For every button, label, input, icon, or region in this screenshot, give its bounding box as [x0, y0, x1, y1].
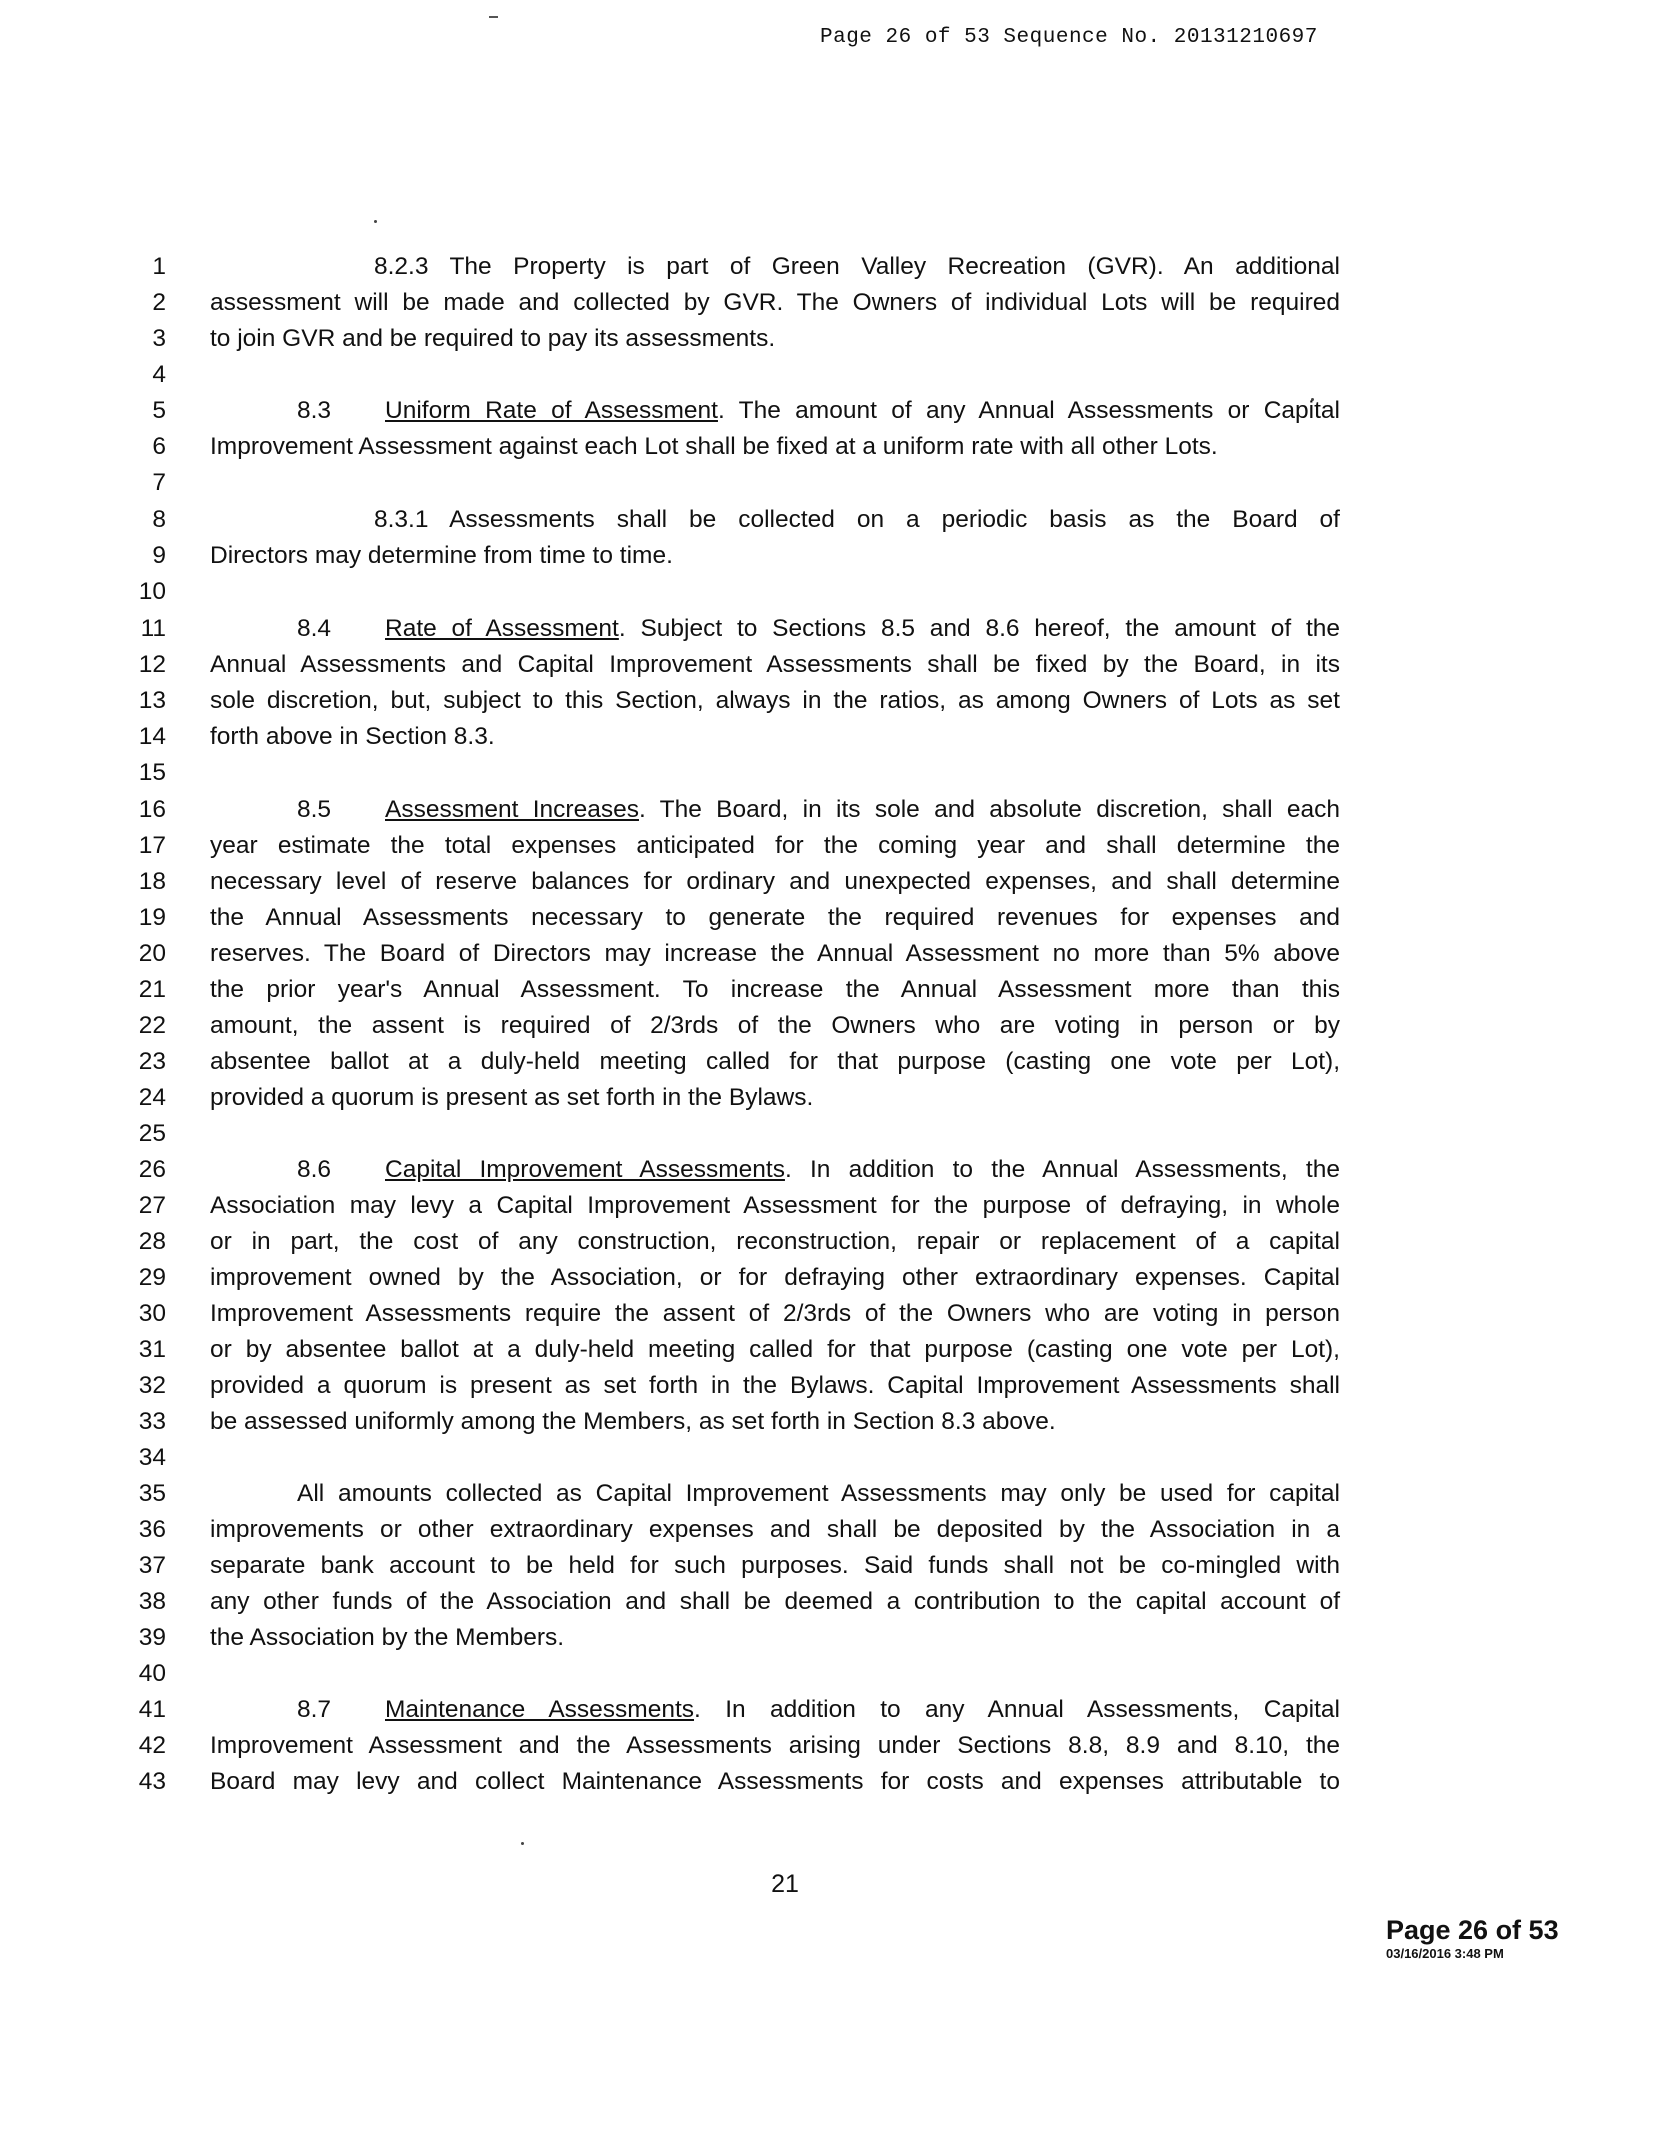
line-text: necessary level of reserve balances for ordinary and unexpected expenses, and shall determine: [210, 868, 1340, 895]
line-number: 17: [138, 832, 166, 859]
line-text: provided a quorum is present as set forth in the Bylaws. Capital Improvement Assessments shall: [210, 1372, 1340, 1399]
line-number: 11: [140, 615, 166, 642]
line-number: 12: [138, 651, 166, 678]
scan-speck: [521, 1842, 524, 1845]
section-text: . In addition to any Annual Assessments, Capital: [694, 1696, 1341, 1723]
line-number: 33: [138, 1408, 166, 1435]
line-number: 40: [138, 1660, 166, 1687]
line-number: 20: [138, 940, 166, 967]
line-text: [297, 611, 1340, 647]
line-text: to join GVR and be required to pay its assessments.: [210, 325, 776, 352]
line-number: 1: [152, 253, 166, 280]
line-text: Directors may determine from time to time.: [210, 542, 673, 569]
line-text: or in part, the cost of any construction, reconstruction, repair or replacement of a capital: [210, 1228, 1340, 1255]
line-number: 8: [152, 506, 166, 533]
section-heading: Uniform Rate of Assessment: [385, 397, 718, 424]
line-number: 18: [138, 868, 166, 895]
line-number: 28: [138, 1228, 166, 1255]
line-text: forth above in Section 8.3.: [210, 723, 495, 750]
line-number: 16: [138, 796, 166, 823]
line-text: Improvement Assessment against each Lot shall be fixed at a uniform rate with all other Lots.: [210, 433, 1218, 460]
line-text: [297, 1152, 1340, 1188]
line-text: absentee ballot at a duly-held meeting called for that purpose (casting one vote per Lot),: [210, 1048, 1340, 1075]
line-number: 6: [152, 433, 166, 460]
filing-stamp: [1386, 1914, 1596, 1962]
line-number: 35: [138, 1480, 166, 1507]
line-number: 3: [152, 325, 166, 352]
line-number: 2: [152, 289, 166, 316]
line-number: 39: [138, 1624, 166, 1651]
line-number: 19: [138, 904, 166, 931]
line-number: 25: [138, 1120, 166, 1147]
line-text: the prior year's Annual Assessment. To increase the Annual Assessment more than this: [210, 976, 1340, 1003]
line-text: [297, 1692, 1340, 1728]
line-number: 7: [152, 469, 166, 496]
line-number: 22: [138, 1012, 166, 1039]
line-number: 31: [138, 1336, 166, 1363]
section-number: 8.6: [297, 1156, 332, 1183]
line-number: 14: [138, 723, 166, 750]
stamp-page-count: Page 26 of 53: [1386, 1915, 1559, 1945]
page-number: 21: [771, 1870, 799, 1898]
line-text: [297, 393, 1340, 429]
line-number: 32: [138, 1372, 166, 1399]
line-text: any other funds of the Association and shall be deemed a contribution to the capital account of: [210, 1588, 1340, 1615]
line-text: separate bank account to be held for such purposes. Said funds shall not be co-mingled with: [210, 1552, 1340, 1579]
line-number: 24: [138, 1084, 166, 1111]
line-text: provided a quorum is present as set forth in the Bylaws.: [210, 1084, 814, 1111]
line-text: year estimate the total expenses anticipated for the coming year and shall determine the: [210, 832, 1340, 859]
line-text: improvements or other extraordinary expenses and shall be deposited by the Association in a: [210, 1516, 1340, 1543]
line-text: sole discretion, but, subject to this Section, always in the ratios, as among Owners of Lots as set: [210, 687, 1340, 714]
line-number: 10: [138, 578, 166, 605]
scan-mark: [489, 16, 498, 18]
line-number: 42: [138, 1732, 166, 1759]
line-number: 4: [152, 361, 166, 388]
line-text: or by absentee ballot at a duly-held meeting called for that purpose (casting one vote per Lot),: [210, 1336, 1340, 1363]
line-number: 43: [138, 1768, 166, 1795]
line-number: 36: [138, 1516, 166, 1543]
section-number: 8.5: [297, 796, 332, 823]
line-text: the Association by the Members.: [210, 1624, 565, 1651]
line-text: 8.3.1 Assessments shall be collected on a periodic basis as the Board of: [374, 506, 1340, 533]
line-text: be assessed uniformly among the Members, as set forth in Section 8.3 above.: [210, 1408, 1056, 1435]
page-sequence-header: Page 26 of 53 Sequence No. 20131210697: [820, 26, 1318, 49]
line-text: amount, the assent is required of 2/3rds of the Owners who are voting in person or by: [210, 1012, 1340, 1039]
line-text: Improvement Assessments require the assent of 2/3rds of the Owners who are voting in person: [210, 1300, 1340, 1327]
line-text: the Annual Assessments necessary to generate the required revenues for expenses and: [210, 904, 1340, 931]
section-text: . The amount of any Annual Assessments or Capital: [717, 397, 1340, 424]
stamp-date: 03/16/2016 3:48 PM: [1386, 1946, 1504, 1961]
line-text: [297, 792, 1340, 828]
line-number: 21: [138, 976, 166, 1003]
section-number: 8.3: [297, 397, 332, 424]
line-number: 41: [138, 1696, 166, 1723]
line-text: assessment will be made and collected by GVR. The Owners of individual Lots will be required: [210, 289, 1340, 316]
line-number: 15: [138, 759, 166, 786]
line-number: 34: [138, 1444, 166, 1471]
section-text: . Subject to Sections 8.5 and 8.6 hereof, the amount of the: [618, 615, 1341, 642]
line-number: 29: [138, 1264, 166, 1291]
section-text: . In addition to the Annual Assessments, the: [784, 1156, 1340, 1183]
line-number: 5: [152, 397, 166, 424]
line-text: improvement owned by the Association, or for defraying other extraordinary expenses. Capital: [210, 1264, 1340, 1291]
line-text: Board may levy and collect Maintenance Assessments for costs and expenses attributable to: [210, 1768, 1340, 1795]
line-number: 38: [138, 1588, 166, 1615]
line-number: 9: [152, 542, 166, 569]
section-heading: Maintenance Assessments: [385, 1696, 695, 1723]
scan-speck: [374, 220, 377, 223]
line-number: 30: [138, 1300, 166, 1327]
section-number: 8.4: [297, 615, 332, 642]
section-number: 8.7: [297, 1696, 332, 1723]
line-text: Improvement Assessment and the Assessments arising under Sections 8.8, 8.9 and 8.10, the: [210, 1732, 1340, 1759]
line-text: All amounts collected as Capital Improvement Assessments may only be used for capital: [297, 1480, 1340, 1507]
line-number: 27: [138, 1192, 166, 1219]
line-text: 8.2.3 The Property is part of Green Valley Recreation (GVR). An additional: [374, 253, 1340, 280]
section-heading: Assessment Increases: [385, 796, 639, 823]
line-text: Annual Assessments and Capital Improvement Assessments shall be fixed by the Board, in its: [210, 651, 1340, 678]
line-number: 23: [138, 1048, 166, 1075]
line-text: Association may levy a Capital Improvement Assessment for the purpose of defraying, in whole: [210, 1192, 1340, 1219]
line-number: 37: [138, 1552, 166, 1579]
line-number: 13: [138, 687, 166, 714]
line-number: 26: [138, 1156, 166, 1183]
section-text: . The Board, in its sole and absolute discretion, shall each: [638, 796, 1340, 823]
section-heading: Rate of Assessment: [385, 615, 619, 642]
line-text: reserves. The Board of Directors may increase the Annual Assessment no more than 5% above: [210, 940, 1340, 967]
section-heading: Capital Improvement Assessments: [385, 1156, 785, 1183]
